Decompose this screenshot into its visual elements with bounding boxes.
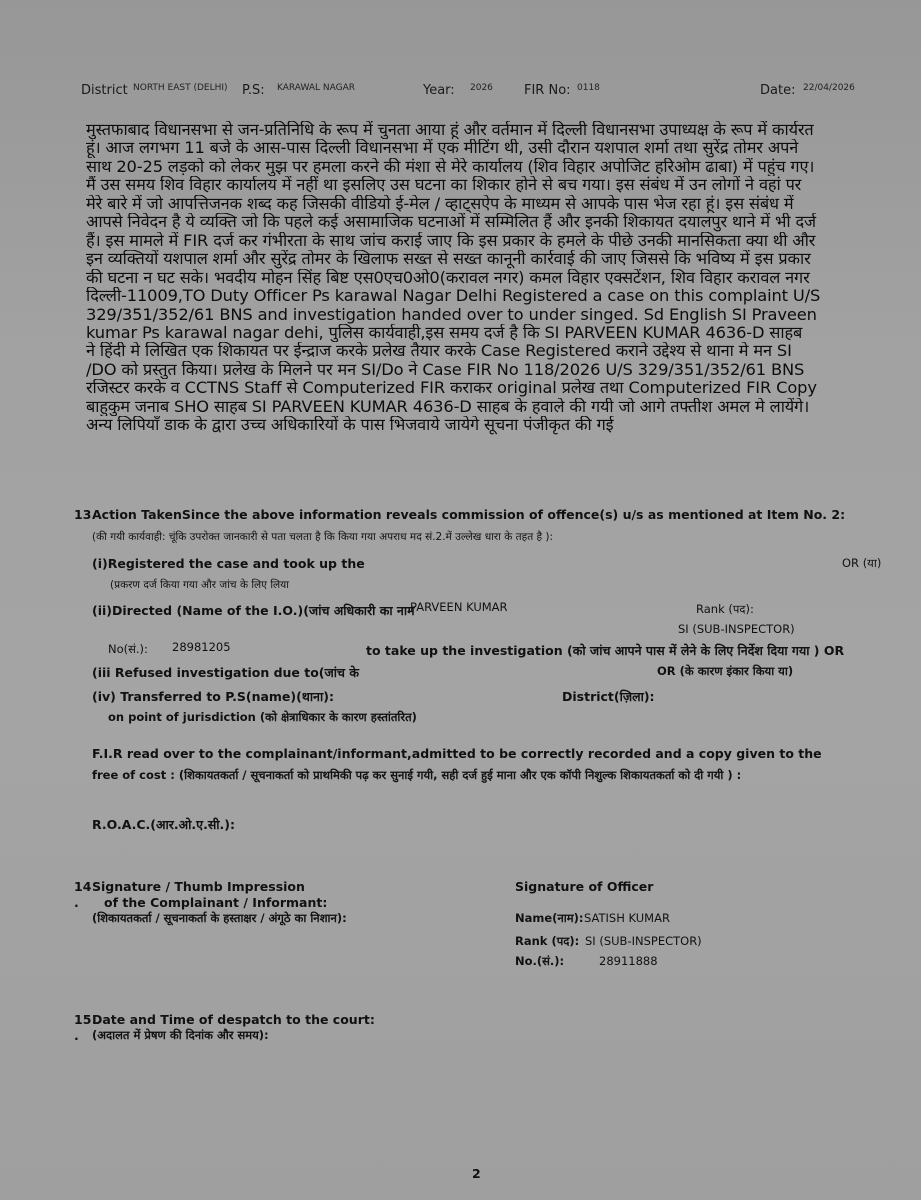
narrative-line: हूं। आज लगभग 11 बजे के आस-पास दिल्ली विधानसभा में एक मीटिंग थी, उसी दौरान यशपाल शर्मा तथा सुरेंद्र तोमर अपने xyxy=(86,139,799,158)
narrative-line: आपसे निवेदन है ये व्यक्ति जो कि पहले कई असामाजिक घटनाओं में सम्मिलित हैं और इनकी शिकायत दयालपुर थाने में भी दर्ज xyxy=(86,213,816,232)
officer-name-value: SATISH KUMAR xyxy=(584,911,670,925)
narrative-line: इन व्यक्तियों यशपाल शर्मा और सुरेंद्र तोमर के खिलाफ सख्त से सख्त कानूनी कार्रवाई की जाए जिससे कि भविष्य में इस प्रकार xyxy=(86,250,811,269)
signature-item-no: 14 xyxy=(74,879,92,894)
registered-case-hindi: (प्रकरण दर्ज किया गया और जांच के लिए लिया xyxy=(110,579,289,591)
district-label: District xyxy=(81,83,128,98)
roac-label: R.O.A.C.(आर.ओ.ए.सी.): xyxy=(92,817,235,832)
io-no-value: 28981205 xyxy=(172,640,231,654)
narrative-line: kumar Ps karawal nagar dehi, पुलिस कार्यवाही,इस समय दर्ज है कि SI PARVEEN KUMAR 4636-D साहब xyxy=(86,323,803,342)
date-value: 22/04/2026 xyxy=(803,83,855,93)
complainant-signature-hindi: (शिकायतकर्ता / सूचनाकर्ता के हस्ताक्षर / अंगूठे का निशान): xyxy=(92,911,347,925)
free-of-cost: free of cost : (शिकायतकर्ता / सूचनाकर्ता को प्राथमिकी पढ़ कर सुनाई गयी, सही दर्ज हुई माना और एक कॉपी निशुल्क शिकायतकर्ता को दी गयी ) : xyxy=(92,768,742,782)
narrative-line: रजिस्टर करके व CCTNS Staff से Computerized FIR कराकर original प्रलेख तथा Computerized FIR Copy xyxy=(86,379,817,398)
narrative-line: की घटना न घट सके। भवदीय मोहन सिंह बिष्ट एस0एच0ओ0(करावल नगर) कमल विहार एक्सटेंशन, शिव विहार करावल नगर xyxy=(86,268,810,287)
io-rank-label: Rank (पद): xyxy=(696,602,754,616)
action-item-no: 13 xyxy=(74,507,92,522)
directed-io-label: (ii)Directed (Name of the I.O.)(जांच अधिकारी का नाम xyxy=(92,603,415,618)
refused-investigation-label: (iii Refused investigation due to(जांच के xyxy=(92,665,359,680)
narrative-line: /DO को प्रस्तुत किया। प्रलेख के मिलने पर मन SI/Do ने Case FIR No 118/2026 U/S 329/351/352/61 BNS xyxy=(86,360,805,379)
io-no-label: No(सं.): xyxy=(108,642,148,656)
officer-rank-value: SI (SUB-INSPECTOR) xyxy=(585,934,702,948)
registered-case-label: (i)Registered the case and took up the xyxy=(92,556,365,571)
despatch-item-no: 15 xyxy=(74,1012,92,1027)
action-heading-hindi: (की गयी कार्यवाही: चूंकि उपरोक्त जानकारी से पता चलता है कि किया गया अपराध मद सं.2.में उल्लेख धारा के तहत है ): xyxy=(92,531,554,543)
officer-signature-heading: Signature of Officer xyxy=(515,879,654,894)
year-label: Year: xyxy=(423,83,455,98)
officer-no-value: 28911888 xyxy=(599,954,658,968)
ps-value: KARAWAL NAGAR xyxy=(277,83,356,93)
officer-no-label: No.(सं.): xyxy=(515,954,565,968)
narrative-line: बाहुकुम जनाब SHO साहब SI PARVEEN KUMAR 4636-D साहब के हवाले की गयी जो आगे तफ्तीश अमल मे लायेंगे। xyxy=(86,397,810,416)
action-heading: Action TakenSince the above information reveals commission of offence(s) u/s as mentioned at Item No. 2: xyxy=(92,507,846,522)
narrative-line: दिल्ली-11009,TO Duty Officer Ps karawal Nagar Delhi Registered a case on this complaint U/S xyxy=(86,287,821,306)
despatch-label-hindi: (अदालत में प्रेषण की दिनांक और समय): xyxy=(92,1028,269,1042)
district-value: NORTH EAST (DELHI) xyxy=(133,83,228,93)
transferred-label: (iv) Transferred to P.S(name)(थाना): xyxy=(92,689,334,704)
narrative-line: मुस्तफाबाद विधानसभा से जन-प्रतिनिधि के रूप में चुनता आया हूं और वर्तमान में दिल्ली विधानसभा उपाध्यक्ष के रूप में कार्यरत xyxy=(86,121,814,139)
io-name: PARVEEN KUMAR xyxy=(410,600,508,614)
io-rank-value: SI (SUB-INSPECTOR) xyxy=(678,622,795,636)
officer-rank-label: Rank (पद): xyxy=(515,934,580,948)
complainant-informant-label: of the Complainant / Informant: xyxy=(104,895,328,910)
registered-or: OR (या) xyxy=(842,556,882,570)
ps-label: P.S: xyxy=(242,83,265,98)
page-number: 2 xyxy=(472,1166,481,1181)
complainant-signature-label: Signature / Thumb Impression xyxy=(92,879,305,894)
refused-or: OR (के कारण इंकार किया या) xyxy=(657,664,794,678)
despatch-dot: . xyxy=(74,1028,79,1043)
year-value: 2026 xyxy=(470,83,493,93)
fir-value: 0118 xyxy=(577,83,600,93)
narrative-line: साथ 20-25 लड़को को लेकर मुझ पर हमला करने की मंशा से मेरे कार्यालय (शिव विहार अपोजिट हरिओम ढाबा) में पहुंच गए। xyxy=(86,157,815,176)
narrative-line: 329/351/352/61 BNS and investigation handed over to under singed. Sd English SI Praveen xyxy=(86,305,817,324)
take-up-investigation: to take up the investigation (को जांच आपने पास में लेने के लिए निर्देश दिया गया ) OR xyxy=(366,643,845,658)
fir-label: FIR No: xyxy=(524,83,571,98)
narrative-line: ने हिंदी मे लिखित एक शिकायत पर ईन्द्राज करके प्रलेख तैयार करके Case Registered कराने उद्देश्य से थाना मे मन SI xyxy=(86,342,792,361)
date-label: Date: xyxy=(760,83,796,98)
narrative-line: अन्य लिपियाँ डाक के द्वारा उच्च अधिकारियों के पास भिजवाये जायेगे सूचना पंजीकृत की गई xyxy=(86,416,614,435)
narrative-line: मेरे बारे में जो आपत्तिजनक शब्द कह जिसकी वीडियो ई-मेल / व्हाट्सऐप के माध्यम से आपके पास भेज रहा हूं। इस संबंध में xyxy=(86,194,794,213)
jurisdiction-text: on point of jurisdiction (को क्षेत्राधिकार के कारण हस्तांतरित) xyxy=(108,710,417,724)
fir-read-over: F.I.R read over to the complainant/informant,admitted to be correctly recorded and a copy given to the xyxy=(92,746,822,761)
transferred-district-label: District(ज़िला): xyxy=(562,689,655,704)
narrative-line: मैं उस समय शिव विहार कार्यालय में नहीं था इसलिए उस घटना का शिकार होने से बच गया। इस संबंध में उन लोगों ने वहां पर xyxy=(86,176,802,195)
despatch-label: Date and Time of despatch to the court: xyxy=(92,1012,375,1027)
signature-dot: . xyxy=(74,895,79,910)
officer-name-label: Name(नाम): xyxy=(515,911,584,925)
narrative-line: हैं। इस मामले में FIR दर्ज कर गंभीरता के साथ जांच कराई जाए कि इस प्रकार के हमले के पीछे उनकी मानसिकता क्या थी और xyxy=(86,231,816,250)
complaint-narrative xyxy=(86,121,878,435)
